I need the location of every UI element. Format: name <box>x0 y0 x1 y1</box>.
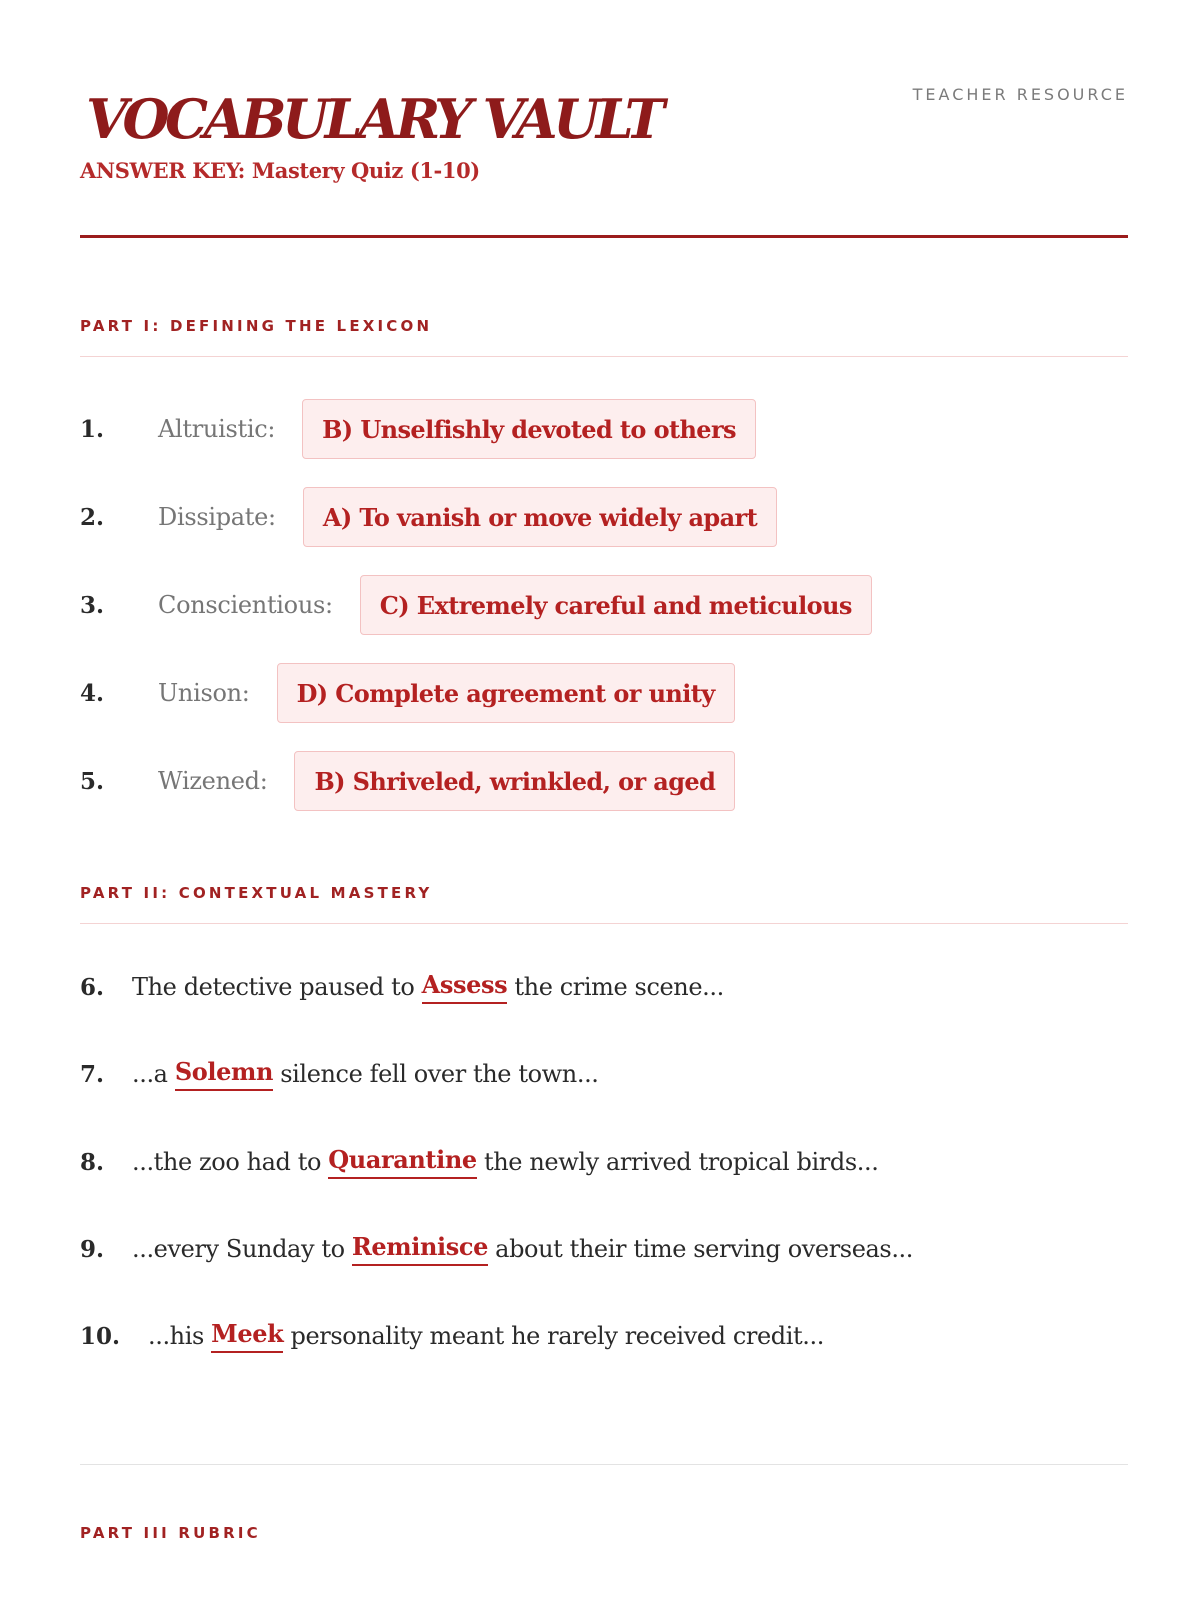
vocab-term: Conscientious: <box>158 591 333 619</box>
part3-title: PART III RUBRIC <box>80 1524 261 1542</box>
part2-title: PART II: CONTEXTUAL MASTERY <box>80 884 433 902</box>
answer-badge: A) To vanish or move widely apart <box>303 487 777 547</box>
part1-title: PART I: DEFINING THE LEXICON <box>80 317 433 335</box>
definition-item <box>80 662 735 724</box>
header <box>80 82 1128 237</box>
item-number: 10. <box>80 1322 121 1350</box>
definition-item <box>80 398 756 460</box>
sentence-before: The detective paused to <box>132 973 422 1001</box>
answer-badge: B) Shriveled, wrinkled, or aged <box>294 751 735 811</box>
answer-badge: B) Unselfishly devoted to others <box>302 399 756 459</box>
answer-key-page <box>80 0 1128 1600</box>
resource-label: TEACHER RESOURCE <box>912 85 1128 104</box>
vocab-term: Unison: <box>158 679 250 707</box>
sentence-before: ...a <box>132 1060 175 1088</box>
item-number: 6. <box>80 973 105 1001</box>
sentence-before: ...his <box>148 1322 212 1350</box>
brand-title: VOCABULARY VAULT <box>86 87 661 151</box>
sentence-after: personality meant he rarely received credit... <box>283 1322 824 1350</box>
sentence-after: silence fell over the town... <box>273 1060 599 1088</box>
item-number: 4. <box>80 679 105 707</box>
sentence-after: the crime scene... <box>507 973 724 1001</box>
item-number: 9. <box>80 1235 105 1263</box>
answer-word: Reminisce <box>352 1232 488 1266</box>
sentence-before: ...every Sunday to <box>132 1235 352 1263</box>
part2-divider <box>80 923 1128 924</box>
sentence-after: the newly arrived tropical birds... <box>476 1148 879 1176</box>
answer-word: Quarantine <box>328 1145 476 1179</box>
page-subtitle: ANSWER KEY: Mastery Quiz (1-10) <box>80 158 480 183</box>
definition-item <box>80 750 735 812</box>
answer-word: Assess <box>422 970 508 1004</box>
context-item <box>80 1227 913 1271</box>
item-number: 1. <box>80 415 105 443</box>
part1-divider <box>80 356 1128 357</box>
item-number: 8. <box>80 1148 105 1176</box>
vocab-term: Wizened: <box>158 767 268 795</box>
answer-badge: C) Extremely careful and meticulous <box>360 575 872 635</box>
item-number: 3. <box>80 591 105 619</box>
part3-divider <box>80 1464 1128 1465</box>
vocab-term: Altruistic: <box>158 415 276 443</box>
context-item <box>80 1052 599 1096</box>
context-item <box>80 1314 824 1358</box>
header-divider <box>80 235 1128 238</box>
sentence-after: about their time serving overseas... <box>487 1235 914 1263</box>
definition-item <box>80 486 777 548</box>
vocab-term: Dissipate: <box>158 503 276 531</box>
answer-badge: D) Complete agreement or unity <box>277 663 735 723</box>
sentence-before: ...the zoo had to <box>132 1148 329 1176</box>
item-number: 2. <box>80 503 105 531</box>
context-item <box>80 965 724 1009</box>
answer-word: Solemn <box>175 1057 273 1091</box>
item-number: 7. <box>80 1060 105 1088</box>
context-item <box>80 1140 878 1184</box>
item-number: 5. <box>80 767 105 795</box>
answer-word: Meek <box>211 1319 283 1353</box>
definition-item <box>80 574 872 636</box>
